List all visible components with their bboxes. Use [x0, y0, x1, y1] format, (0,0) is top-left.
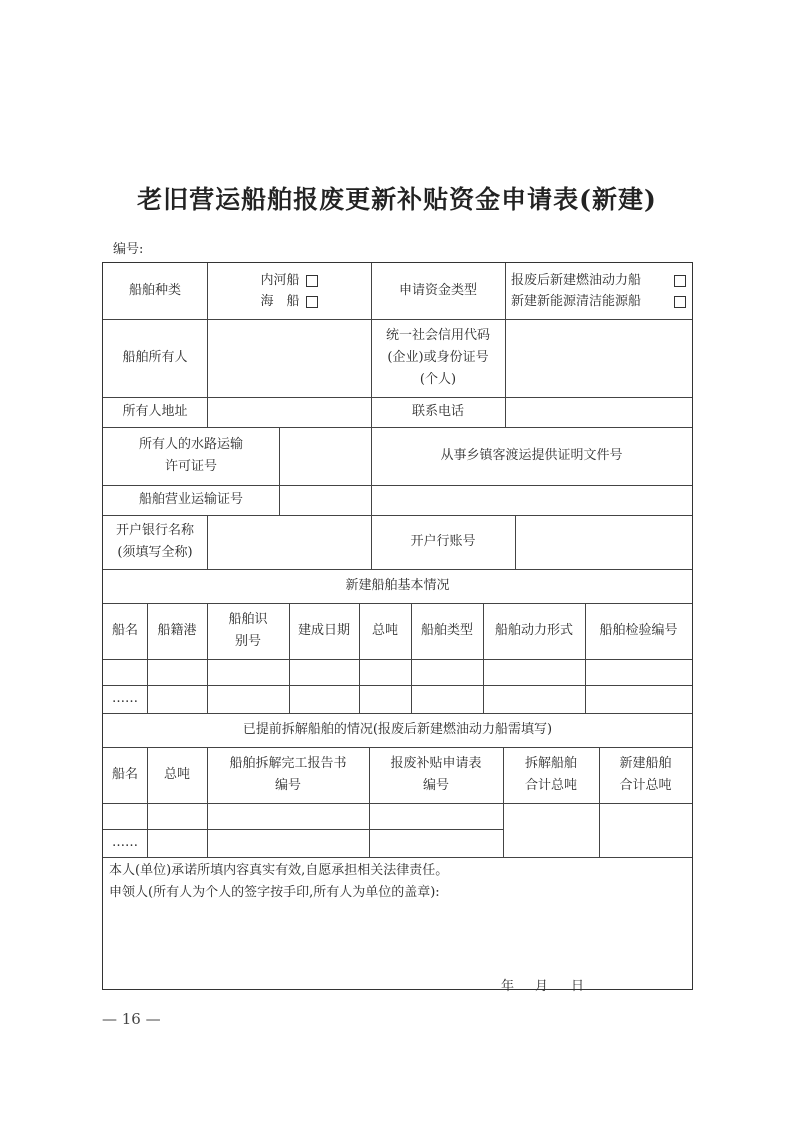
col-vessel-name: 船名 — [111, 623, 138, 638]
col-build-date: 建成日期 — [297, 623, 350, 638]
date-year-label: 年 — [501, 979, 515, 994]
col-new-total-tonnage: 新建船舶 合计总吨 — [619, 756, 672, 793]
owner-address-field[interactable] — [207, 397, 371, 427]
col-gross-tonnage: 总吨 — [371, 623, 398, 638]
date-day-label: 日 — [571, 979, 585, 994]
row-line — [103, 857, 692, 858]
row-line — [103, 685, 692, 686]
bank-name-label: 开户银行名称 (须填写全称) — [115, 523, 194, 560]
bank-name-field[interactable] — [207, 515, 371, 569]
row-line — [103, 803, 692, 804]
col-vessel-id: 船舶识 别号 — [228, 612, 268, 649]
option-sea-vessel[interactable]: 海 船 — [260, 291, 317, 312]
col-subsidy-form-number: 报废补贴申请表 编号 — [390, 756, 482, 793]
ellipsis-row-marker: …… — [112, 835, 138, 850]
operating-license-field[interactable] — [279, 485, 371, 515]
col-vessel-type: 船舶类型 — [420, 623, 473, 638]
checkbox-icon[interactable] — [674, 275, 686, 287]
owner-address-label: 所有人地址 — [122, 404, 188, 419]
col-dismantled-gross-tonnage: 总吨 — [163, 767, 190, 782]
checkbox-icon[interactable] — [306, 275, 318, 287]
col-dismantled-total-tonnage: 拆解船舶 合计总吨 — [524, 756, 577, 793]
bank-account-field[interactable] — [515, 515, 692, 569]
transport-permit-label: 所有人的水路运输 许可证号 — [138, 437, 243, 474]
owner-label: 船舶所有人 — [122, 350, 188, 365]
option-inland-vessel[interactable]: 内河船 — [260, 270, 317, 291]
col-dismantle-report-number: 船舶拆解完工报告书 编号 — [229, 756, 347, 793]
transport-permit-field[interactable] — [279, 427, 371, 485]
checkbox-icon[interactable] — [306, 296, 318, 308]
owner-field[interactable] — [207, 319, 371, 397]
row-line — [103, 829, 503, 830]
ferry-document-field[interactable] — [371, 485, 692, 515]
phone-field[interactable] — [505, 397, 692, 427]
checkbox-icon[interactable] — [674, 296, 686, 308]
option-new-fuel-vessel[interactable]: 报废后新建燃油动力船 — [511, 270, 686, 291]
page-number: — 16 — — [102, 1010, 161, 1028]
phone-label: 联系电话 — [411, 404, 464, 419]
col-inspection-number: 船舶检验编号 — [599, 623, 678, 638]
form-title: 老旧营运船舶报废更新补贴资金申请表(新建) — [137, 185, 657, 214]
date-month-label: 月 — [535, 979, 549, 994]
new-vessel-section-title: 新建船舶基本情况 — [345, 578, 450, 593]
credit-code-field[interactable] — [505, 319, 692, 397]
vessel-type-label: 船舶种类 — [128, 283, 181, 298]
fund-type-options — [505, 263, 692, 319]
vessel-type-options — [207, 263, 371, 319]
ferry-document-label: 从事乡镇客渡运提供证明文件号 — [440, 448, 623, 463]
col-power-type: 船舶动力形式 — [494, 623, 573, 638]
applicant-signature-label: 申领人(所有人为个人的签字按手印,所有人为单位的盖章): — [109, 885, 440, 900]
col-port-of-registry: 船籍港 — [157, 623, 197, 638]
credit-code-label: 统一社会信用代码 (企业)或身份证号 (个人) — [385, 328, 490, 387]
operating-license-label: 船舶营业运输证号 — [138, 492, 243, 507]
serial-number-label: 编号: — [113, 242, 144, 257]
option-clean-energy-vessel[interactable]: 新建新能源清洁能源船 — [511, 291, 686, 312]
bank-account-label: 开户行账号 — [410, 534, 476, 549]
fund-type-label: 申请资金类型 — [398, 283, 477, 298]
application-form — [102, 262, 693, 994]
ellipsis-row-marker: …… — [112, 691, 138, 706]
declaration-text: 本人(单位)承诺所填内容真实有效,自愿承担相关法律责任。 — [109, 863, 449, 878]
dismantled-vessel-section-title: 已提前拆解船舶的情况(报废后新建燃油动力船需填写) — [242, 722, 553, 737]
row-line — [103, 659, 692, 660]
col-dismantled-vessel-name: 船名 — [111, 767, 138, 782]
